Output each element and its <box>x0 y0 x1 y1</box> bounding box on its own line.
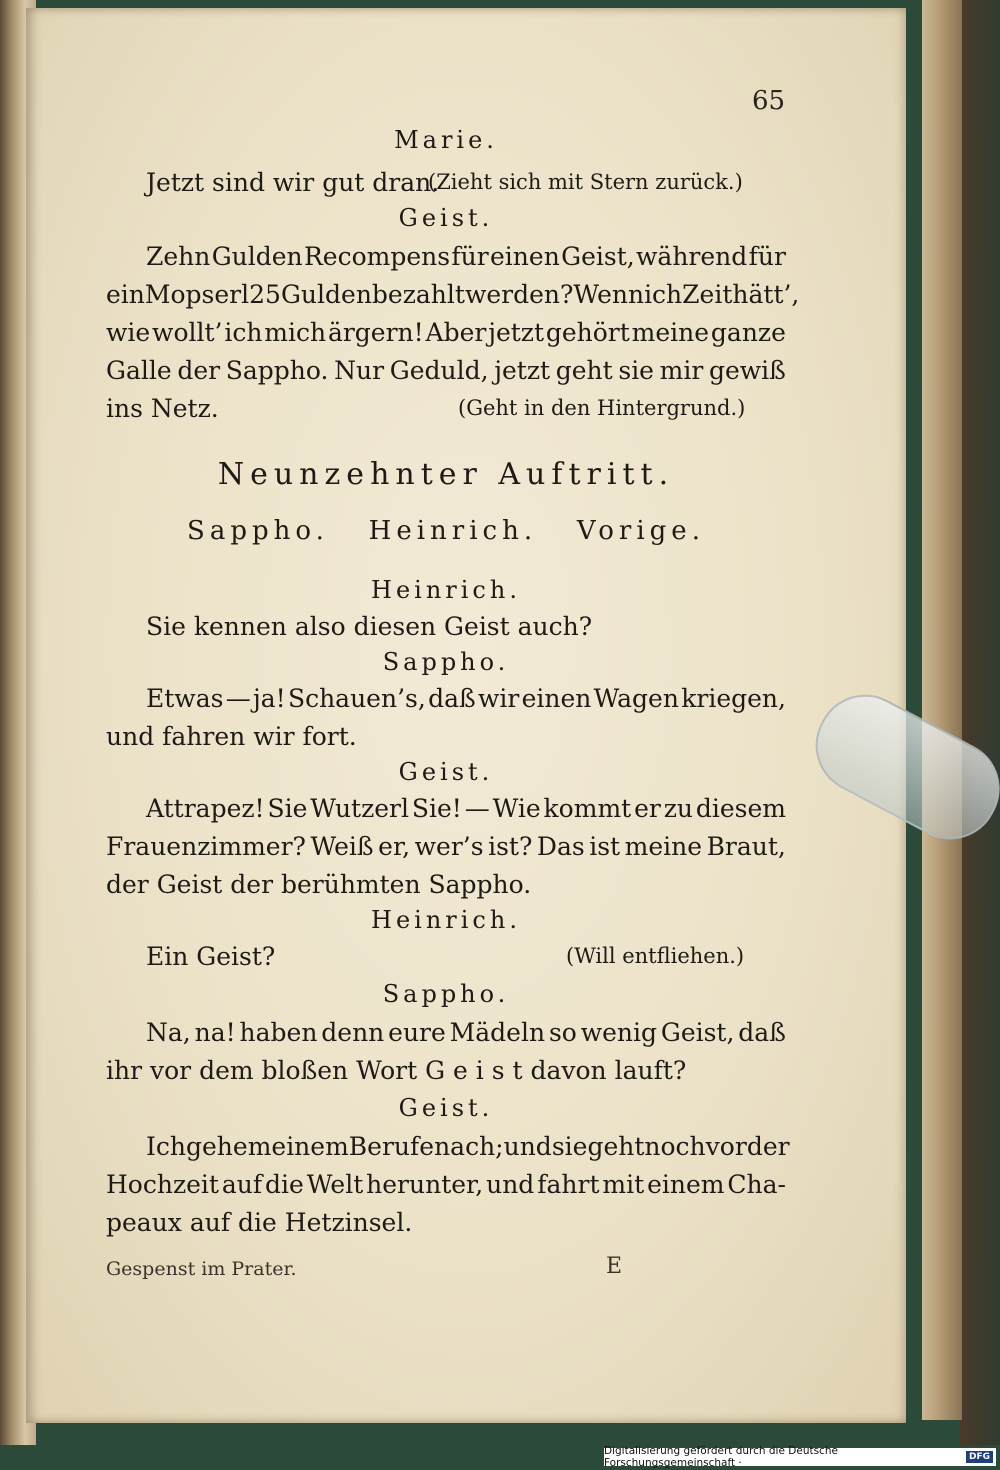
word: Nur <box>334 356 385 385</box>
word: denn <box>321 1018 385 1047</box>
text-line: Ein Geist? <box>146 942 276 971</box>
word: noch <box>644 1132 706 1161</box>
word: meinem <box>247 1132 349 1161</box>
word: Galle <box>106 356 172 385</box>
word: Sie! <box>411 794 462 823</box>
word: Sie <box>267 794 308 823</box>
person-name: Vorige. <box>576 516 705 546</box>
speaker-marie: Marie. <box>394 126 498 154</box>
page-number: 65 <box>752 86 786 116</box>
person-name: Sappho. <box>187 516 329 546</box>
stage-direction: (Zieht sich mit Stern zurück.) <box>428 170 743 194</box>
word: Braut, <box>706 832 786 861</box>
word: wie <box>106 318 151 347</box>
marie-line: Jetzt sind wir gut dran. <box>146 168 440 197</box>
word: gehe <box>185 1132 248 1161</box>
speaker-heinrich: Heinrich. <box>371 576 521 604</box>
book-page <box>26 8 906 1423</box>
word: Geist, <box>660 1018 735 1047</box>
word: einem <box>647 1170 725 1199</box>
text-line <box>146 1132 790 1161</box>
word: ist <box>589 832 621 861</box>
word: ich <box>644 280 683 309</box>
running-footer-title: Gespenst im Prater. <box>106 1258 297 1280</box>
word: gehört <box>545 318 630 347</box>
stage-direction: (Geht in den Hintergrund.) <box>458 396 746 420</box>
word: Frauenzimmer? <box>106 832 306 861</box>
text-line: der Geist der berühmten Sappho. <box>106 870 532 899</box>
word: Sappho. <box>225 356 329 385</box>
word: bezahlt <box>371 280 465 309</box>
book-cover-edge <box>960 0 1000 1445</box>
word: für <box>748 242 786 271</box>
text-line <box>106 834 786 859</box>
word: wer’s <box>414 832 484 861</box>
scene-persons <box>106 518 786 544</box>
word: wollt’ <box>152 318 223 347</box>
word: und <box>503 1132 552 1161</box>
word: meine <box>624 832 703 861</box>
word: einen <box>490 242 560 271</box>
word: na! <box>194 1018 236 1047</box>
word: Wie <box>492 794 541 823</box>
word: haben <box>239 1018 318 1047</box>
word: Attrapez! <box>146 794 265 823</box>
word: Gulden <box>280 280 372 309</box>
word: Mopserl <box>144 280 250 309</box>
word: zu <box>663 794 693 823</box>
text-line <box>106 320 786 345</box>
text-line: ins Netz. <box>106 394 219 423</box>
word: für <box>451 242 489 271</box>
word: die <box>265 1170 304 1199</box>
word: Wenn <box>573 280 645 309</box>
word: sie <box>618 356 654 385</box>
word: sie <box>551 1132 588 1161</box>
word: Hochzeit <box>106 1170 219 1199</box>
word: mir <box>659 356 704 385</box>
word: jetzt <box>488 318 545 347</box>
word: Cha- <box>727 1170 786 1199</box>
word: Geduld, <box>389 356 489 385</box>
word: Na, <box>146 1018 191 1047</box>
word: fahrt <box>537 1170 600 1199</box>
word: Aber <box>425 318 487 347</box>
dfg-logo: DFG <box>966 1451 993 1463</box>
word: Weiß <box>310 832 374 861</box>
stage-direction: (Will entfliehen.) <box>566 944 745 968</box>
word: jetzt <box>494 356 551 385</box>
word: mich <box>264 318 327 347</box>
word: Welt <box>306 1170 364 1199</box>
speaker-geist: Geist. <box>398 758 494 786</box>
word: kriegen, <box>681 684 786 713</box>
word: ich <box>224 318 263 347</box>
word: werden? <box>464 280 574 309</box>
signature-mark: E <box>606 1254 623 1279</box>
word: Schauen’s, <box>287 684 426 713</box>
word: ärgern! <box>327 318 424 347</box>
word: 25 <box>249 280 281 309</box>
text-line <box>106 1172 786 1197</box>
word: und <box>486 1170 535 1199</box>
word: Mädeln <box>449 1018 546 1047</box>
word: daß <box>738 1018 786 1047</box>
word: Geist, <box>561 242 635 271</box>
text-line <box>106 280 800 309</box>
word: — <box>225 684 251 713</box>
word: vor <box>705 1132 747 1161</box>
word: Berufe <box>348 1132 435 1161</box>
word: gewiß <box>708 356 786 385</box>
speaker-geist: Geist. <box>398 1094 494 1122</box>
word: Etwas <box>146 684 224 713</box>
word: meine <box>631 318 710 347</box>
word: ja! <box>252 684 286 713</box>
text-line: ihr vor dem bloßen Wort G e i s t davon lauft? <box>106 1056 687 1085</box>
word: der <box>746 1132 790 1161</box>
word: der <box>177 356 221 385</box>
word: einen <box>521 684 592 713</box>
text-line <box>146 686 786 711</box>
word: er <box>634 794 661 823</box>
speaker-sappho: Sappho. <box>382 648 510 676</box>
person-name: Heinrich. <box>368 516 538 546</box>
word: ganze <box>710 318 786 347</box>
word: geht <box>555 356 613 385</box>
word: hätt’, <box>732 280 800 309</box>
word: so <box>548 1018 577 1047</box>
speaker-geist: Geist. <box>398 204 494 232</box>
word: Recompens <box>303 242 451 271</box>
word: Wagen <box>593 684 679 713</box>
word: Wutzerl <box>310 794 410 823</box>
word: mit <box>602 1170 645 1199</box>
text-line: Sie kennen also diesen Geist auch? <box>146 612 593 641</box>
text-line: und fahren wir fort. <box>106 722 357 751</box>
speaker-sappho: Sappho. <box>382 980 510 1008</box>
word: Zehn <box>146 242 211 271</box>
word: eure <box>388 1018 446 1047</box>
word: nach; <box>434 1132 504 1161</box>
speaker-heinrich: Heinrich. <box>371 906 521 934</box>
word: — <box>464 794 490 823</box>
right-page-stack <box>922 0 962 1420</box>
word: Das <box>536 832 585 861</box>
text-line <box>146 1020 786 1045</box>
word: geht <box>587 1132 645 1161</box>
word: während <box>636 242 748 271</box>
word: ein <box>106 280 145 309</box>
word: ist? <box>488 832 533 861</box>
word: Zeit <box>682 280 733 309</box>
text-line <box>106 358 786 383</box>
word: er, <box>378 832 411 861</box>
credit-text: Digitalisierung gefördert durch die Deutsche Forschungsgemeinschaft · <box>604 1445 838 1469</box>
word: auf <box>221 1170 263 1199</box>
word: wenig <box>580 1018 657 1047</box>
text-line <box>146 244 786 269</box>
text-line: peaux auf die Hetzinsel. <box>106 1208 413 1237</box>
text-line <box>146 796 786 821</box>
word: wir <box>477 684 520 713</box>
word: Ich <box>146 1132 186 1161</box>
word: kommt <box>543 794 632 823</box>
word: diesem <box>695 794 786 823</box>
word: daß <box>428 684 476 713</box>
scene-heading: Neunzehnter Auftritt. <box>217 457 675 492</box>
digitization-credit <box>604 1445 996 1469</box>
word: herunter, <box>366 1170 484 1199</box>
word: Gulden <box>211 242 303 271</box>
